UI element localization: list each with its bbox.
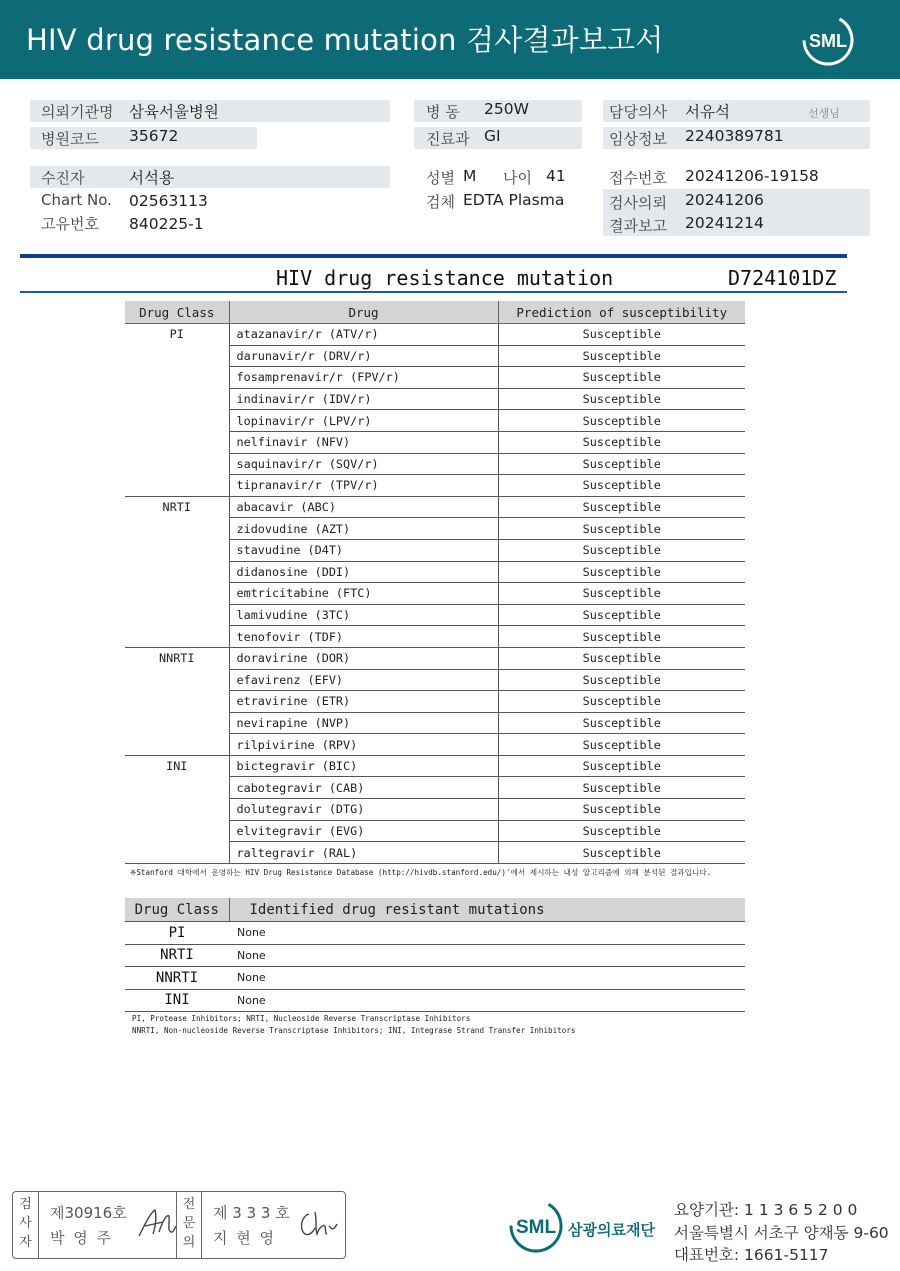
institution-label: 의뢰기관명 bbox=[41, 103, 114, 121]
section-rule-top bbox=[20, 254, 847, 258]
table-header-row bbox=[125, 898, 745, 922]
drug-cell: emtricitabine (FTC) bbox=[229, 583, 498, 605]
table-row bbox=[125, 944, 745, 967]
prediction-cell: Susceptible bbox=[498, 626, 745, 648]
report-title: HIV drug resistance mutation 검사결과보고서 bbox=[26, 23, 664, 57]
ward-value: 250W bbox=[484, 100, 529, 118]
chart-value: 02563113 bbox=[129, 192, 208, 210]
drug-cell: nevirapine (NVP) bbox=[229, 712, 498, 734]
prediction-cell: Susceptible bbox=[498, 777, 745, 799]
drug-class-cell: NNRTI bbox=[125, 647, 229, 755]
logo-text: SML bbox=[809, 31, 847, 51]
stanford-note: ※Stanford 대학에서 운영하는 HIV Drug Resistance Database (http://hivdb.stanford.edu/)'에서 제시하는 내성 알고리즘에 의해 분석된 결과입니다. bbox=[130, 868, 712, 877]
prediction-cell: Susceptible bbox=[498, 691, 745, 713]
prediction-cell: Susceptible bbox=[498, 453, 745, 475]
inspector-name: 박 영 주 bbox=[50, 1229, 114, 1247]
drug-cell: fosamprenavir/r (FPV/r) bbox=[229, 367, 498, 389]
drug-cell: raltegravir (RAL) bbox=[229, 842, 498, 864]
institution-value: 삼육서울병원 bbox=[129, 103, 219, 121]
department-value: GI bbox=[484, 127, 501, 145]
susceptibility-table-body bbox=[125, 324, 745, 864]
drug-cell: doravirine (DOR) bbox=[229, 647, 498, 669]
abbreviation-line: NNRTI, Non-nucleoside Reverse Transcriptase Inhibitors; INI, Integrase Strand Transfer Inhibitors bbox=[132, 1026, 576, 1035]
care-code: 요양기관: 1 1 3 6 5 2 0 0 bbox=[674, 1201, 858, 1219]
drug-class-cell: NRTI bbox=[125, 496, 229, 647]
drug-cell: lamivudine (3TC) bbox=[229, 604, 498, 626]
footer-sml-logo-icon bbox=[508, 1197, 564, 1255]
specialist-signature-icon bbox=[295, 1206, 339, 1242]
header-mutations: Identified drug resistant mutations bbox=[229, 898, 745, 922]
drug-class-cell: PI bbox=[125, 922, 229, 945]
prediction-cell: Susceptible bbox=[498, 799, 745, 821]
patient-label: 수진자 bbox=[41, 169, 85, 187]
header-drug-class: Drug Class bbox=[125, 898, 229, 922]
sex-label: 성별 bbox=[426, 169, 455, 187]
prediction-cell: Susceptible bbox=[498, 561, 745, 583]
prediction-cell: Susceptible bbox=[498, 820, 745, 842]
sml-logo-icon bbox=[800, 12, 856, 68]
report-label: 결과보고 bbox=[609, 217, 667, 235]
table-row bbox=[125, 496, 745, 518]
receipt-label: 접수번호 bbox=[609, 169, 667, 187]
request-value: 20241206 bbox=[685, 191, 764, 209]
doctor-label: 담당의사 bbox=[609, 103, 667, 121]
prediction-cell: Susceptible bbox=[498, 475, 745, 497]
specialist-label bbox=[176, 1192, 202, 1258]
drug-cell: efavirenz (EFV) bbox=[229, 669, 498, 691]
prediction-cell: Susceptible bbox=[498, 345, 745, 367]
drug-class-cell: INI bbox=[125, 989, 229, 1012]
drug-cell: didanosine (DDI) bbox=[229, 561, 498, 583]
drug-class-cell: NRTI bbox=[125, 944, 229, 967]
prediction-cell: Susceptible bbox=[498, 734, 745, 756]
hospital-code-value: 35672 bbox=[129, 127, 179, 145]
receipt-value: 20241206-19158 bbox=[685, 167, 819, 185]
prediction-cell: Susceptible bbox=[498, 518, 745, 540]
inspector-label-text: 검사자 bbox=[19, 1197, 32, 1250]
id-label: 고유번호 bbox=[41, 215, 99, 233]
mutation-cell: None bbox=[229, 967, 745, 990]
org-name: 삼광의료재단 bbox=[568, 1221, 655, 1239]
drug-class-cell: NNRTI bbox=[125, 967, 229, 990]
prediction-cell: Susceptible bbox=[498, 324, 745, 346]
hospital-code-label: 병원코드 bbox=[41, 130, 99, 148]
prediction-cell: Susceptible bbox=[498, 583, 745, 605]
header-drug-class: Drug Class bbox=[125, 301, 229, 324]
age-label: 나이 bbox=[503, 169, 532, 187]
prediction-cell: Susceptible bbox=[498, 410, 745, 432]
inspector-label bbox=[13, 1192, 39, 1258]
specialist-name: 지 현 영 bbox=[213, 1229, 277, 1247]
drug-cell: tipranavir/r (TPV/r) bbox=[229, 475, 498, 497]
mutation-table-body bbox=[125, 922, 745, 1012]
table-row bbox=[125, 989, 745, 1012]
phone: 대표번호: 1661-5117 bbox=[674, 1246, 829, 1264]
prediction-cell: Susceptible bbox=[498, 604, 745, 626]
specialist-license: 제 3 3 3 호 bbox=[213, 1204, 290, 1222]
table-header-row bbox=[125, 301, 745, 324]
drug-cell: nelfinavir (NFV) bbox=[229, 431, 498, 453]
age-value: 41 bbox=[546, 167, 566, 185]
ward-label: 병 동 bbox=[426, 103, 460, 121]
prediction-cell: Susceptible bbox=[498, 367, 745, 389]
patient-value: 서석용 bbox=[129, 169, 174, 187]
department-label: 진료과 bbox=[426, 130, 470, 148]
specimen-label: 검체 bbox=[426, 193, 455, 211]
mutation-table bbox=[125, 898, 745, 1012]
abbreviations bbox=[132, 1013, 575, 1037]
header-prediction: Prediction of susceptibility bbox=[498, 301, 745, 324]
drug-cell: abacavir (ABC) bbox=[229, 496, 498, 518]
drug-class-cell: PI bbox=[125, 324, 229, 497]
doctor-value: 서유석 bbox=[685, 103, 730, 121]
prediction-cell: Susceptible bbox=[498, 388, 745, 410]
drug-cell: elvitegravir (EVG) bbox=[229, 820, 498, 842]
drug-class-cell: INI bbox=[125, 755, 229, 863]
doctor-suffix: 선생님 bbox=[808, 107, 840, 120]
drug-cell: darunavir/r (DRV/r) bbox=[229, 345, 498, 367]
footer-logo-text: SML bbox=[515, 1217, 557, 1238]
drug-cell: indinavir/r (IDV/r) bbox=[229, 388, 498, 410]
prediction-cell: Susceptible bbox=[498, 496, 745, 518]
prediction-cell: Susceptible bbox=[498, 755, 745, 777]
specimen-value: EDTA Plasma bbox=[463, 191, 565, 209]
id-value: 840225-1 bbox=[129, 215, 204, 233]
address: 서울특별시 서초구 양재동 9-60 bbox=[674, 1224, 889, 1242]
clinical-info-label: 임상정보 bbox=[609, 130, 667, 148]
section-rule-bottom bbox=[20, 291, 847, 293]
specialist-label-text: 전문의 bbox=[182, 1197, 196, 1250]
prediction-cell: Susceptible bbox=[498, 712, 745, 734]
chart-label: Chart No. bbox=[41, 191, 112, 209]
table-row bbox=[125, 755, 745, 777]
signature-box bbox=[12, 1191, 346, 1259]
susceptibility-table bbox=[125, 301, 745, 864]
drug-cell: saquinavir/r (SQV/r) bbox=[229, 453, 498, 475]
prediction-cell: Susceptible bbox=[498, 842, 745, 864]
drug-cell: cabotegravir (CAB) bbox=[229, 777, 498, 799]
drug-cell: rilpivirine (RPV) bbox=[229, 734, 498, 756]
sex-value: M bbox=[463, 167, 477, 185]
drug-cell: etravirine (ETR) bbox=[229, 691, 498, 713]
drug-cell: zidovudine (AZT) bbox=[229, 518, 498, 540]
table-row bbox=[125, 324, 745, 346]
drug-cell: lopinavir/r (LPV/r) bbox=[229, 410, 498, 432]
drug-cell: bictegravir (BIC) bbox=[229, 755, 498, 777]
section-code: D724101DZ bbox=[728, 266, 837, 290]
request-label: 검사의뢰 bbox=[609, 194, 667, 212]
section-title: HIV drug resistance mutation bbox=[276, 266, 614, 290]
inspector-license: 제30916호 bbox=[50, 1204, 127, 1222]
prediction-cell: Susceptible bbox=[498, 647, 745, 669]
drug-cell: stavudine (D4T) bbox=[229, 539, 498, 561]
table-row bbox=[125, 647, 745, 669]
mutation-cell: None bbox=[229, 944, 745, 967]
mutation-cell: None bbox=[229, 922, 745, 945]
mutation-cell: None bbox=[229, 989, 745, 1012]
clinical-info-value: 2240389781 bbox=[685, 127, 784, 145]
drug-cell: dolutegravir (DTG) bbox=[229, 799, 498, 821]
header-drug: Drug bbox=[229, 301, 498, 324]
prediction-cell: Susceptible bbox=[498, 539, 745, 561]
inspector-signature-icon bbox=[135, 1206, 179, 1242]
prediction-cell: Susceptible bbox=[498, 669, 745, 691]
drug-cell: atazanavir/r (ATV/r) bbox=[229, 324, 498, 346]
table-row bbox=[125, 967, 745, 990]
table-row bbox=[125, 922, 745, 945]
report-value: 20241214 bbox=[685, 214, 764, 232]
prediction-cell: Susceptible bbox=[498, 431, 745, 453]
report-header bbox=[0, 0, 900, 79]
drug-cell: tenofovir (TDF) bbox=[229, 626, 498, 648]
abbreviation-line: PI, Protease Inhibitors; NRTI, Nucleoside Reverse Transcriptase Inhibitors bbox=[132, 1014, 471, 1023]
